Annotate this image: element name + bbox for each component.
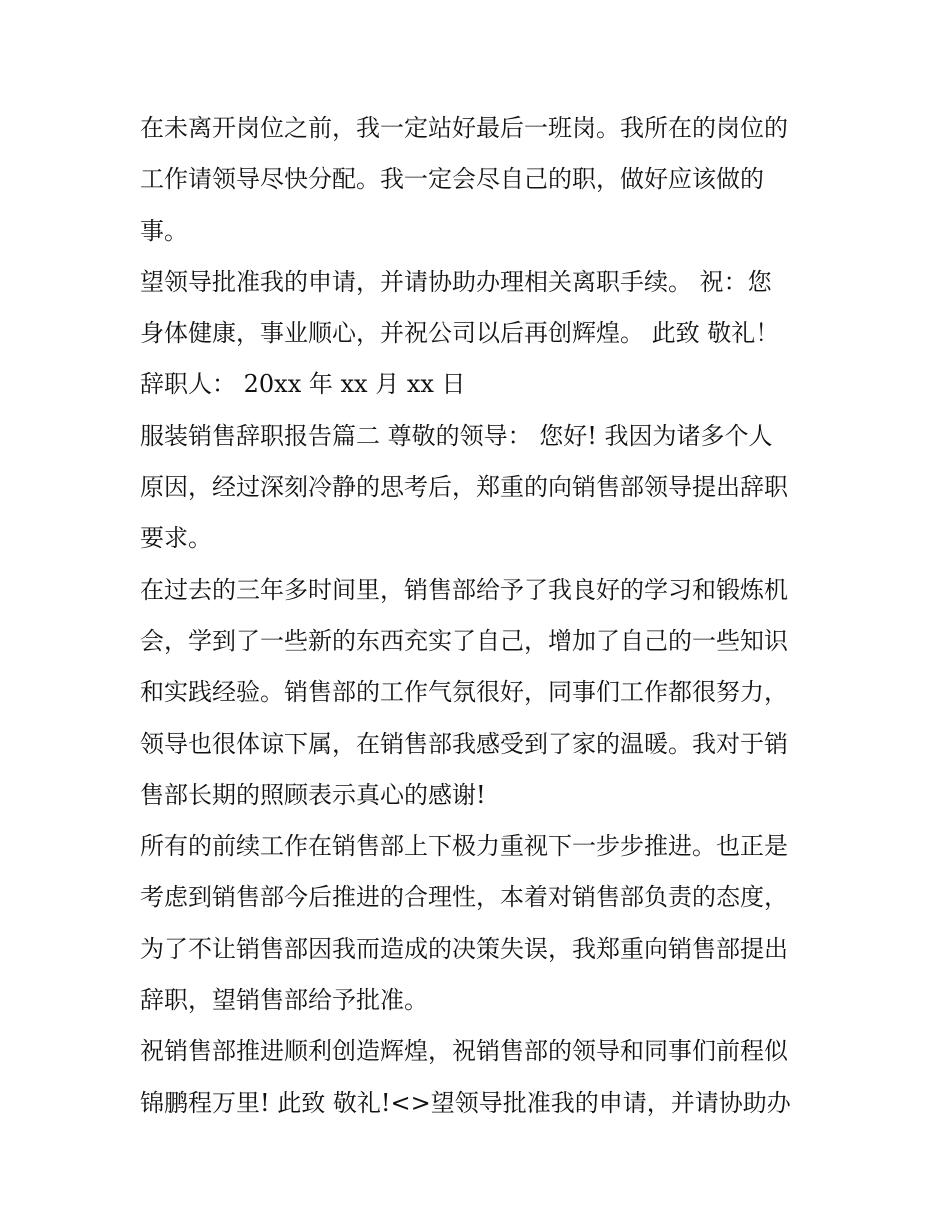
text-line: 服装销售辞职报告篇二 尊敬的领导： 您好! 我因为诸多个人: [140, 421, 773, 450]
text-line: 会，学到了一些新的东西充实了自己，增加了自己的一些知识: [140, 626, 788, 655]
text-line: 考虑到销售部今后推进的合理性，本着对销售部负责的态度，: [140, 883, 788, 912]
text-line: 望领导批准我的申请，并请协助办理相关离职手续。 祝：您: [140, 267, 772, 296]
text-line: 在未离开岗位之前，我一定站好最后一班岗。我所在的岗位的: [140, 114, 788, 142]
text-line: 和实践经验。销售部的工作气氛很好，同事们工作都很努力，: [140, 678, 788, 707]
text-line: 领导也很体谅下属，在销售部我感受到了家的温暖。我对于销: [140, 729, 788, 758]
document-body: [140, 103, 820, 1129]
text-line: 身体健康，事业顺心，并祝公司以后再创辉煌。 此致 敬礼！: [140, 319, 780, 348]
text-line: 在过去的三年多时间里，销售部给予了我良好的学习和锻炼机: [140, 575, 788, 604]
signature-date-line: 辞职人： 20xx 年 xx 月 xx 日: [140, 370, 466, 399]
text-line: 事。: [140, 216, 188, 245]
text-line: 所有的前续工作在销售部上下极力重视下一步步推进。也正是: [140, 832, 788, 861]
text-line: 辞职，望销售部给予批准。: [140, 986, 428, 1015]
text-line: 祝销售部推进顺利创造辉煌，祝销售部的领导和同事们前程似: [140, 1037, 788, 1066]
text-line: 售部长期的照顾表示真心的感谢!: [140, 780, 486, 809]
text-line: 要求。: [140, 524, 212, 553]
text-line: 工作请领导尽快分配。我一定会尽自己的职，做好应该做的: [140, 165, 764, 194]
text-line: 原因，经过深刻冷静的思考后，郑重的向销售部领导提出辞职: [140, 473, 788, 502]
text-line: 为了不让销售部因我而造成的决策失误，我郑重向销售部提出: [140, 934, 788, 963]
text-line: 锦鹏程万里! 此致 敬礼!<>望领导批准我的申请，并请协助办: [140, 1088, 791, 1117]
